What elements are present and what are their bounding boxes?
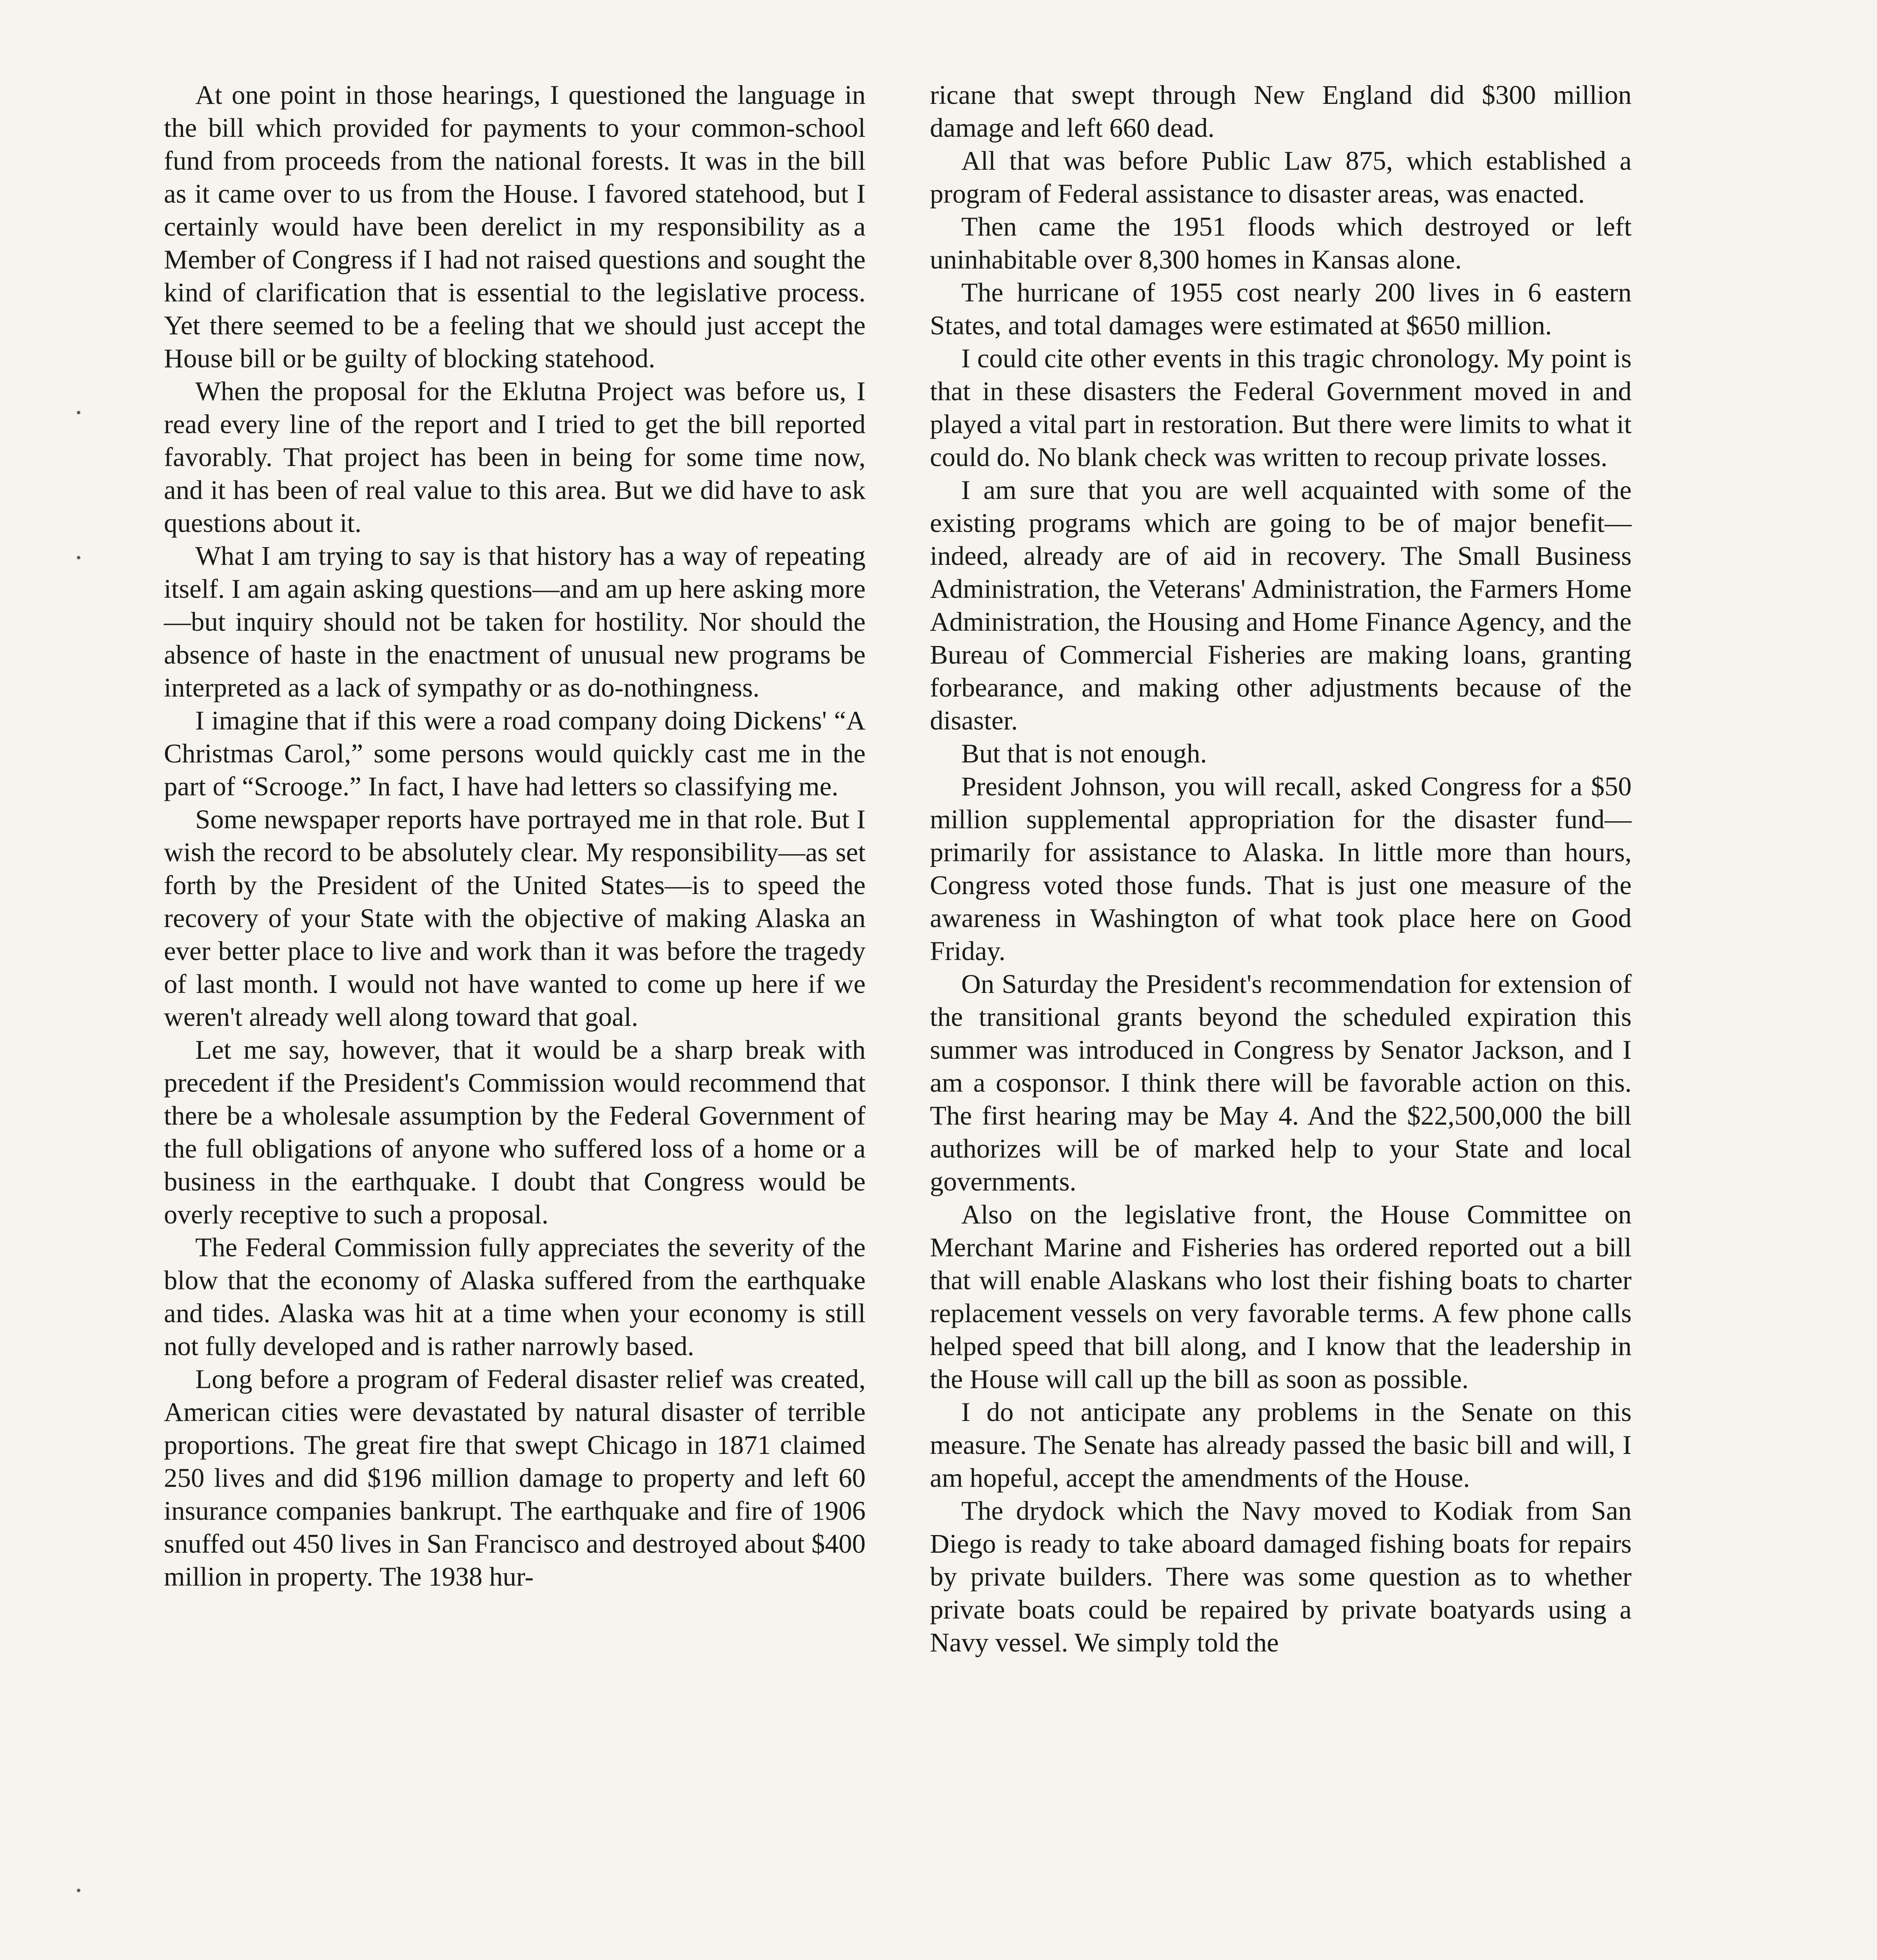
paragraph: Also on the legislative front, the House Committee on Merchant Marine and Fisheries has ordered reported out a bill that will enable Alaskans who lost their fishing boats to charter replacement vessels on very favorable terms. A few phone calls helped speed that bill along, and I know that the leadership in the House will call up the bill as soon as possible. [930,1200,1632,1394]
margin-mark [77,556,80,559]
paragraph: The drydock which the Navy moved to Kodiak from San Diego is ready to take aboard damaged fishing boats for repairs by private builders. There was some question as to whether private boats could be repaired by private boatyards using a Navy vessel. We simply told the [930,1496,1632,1657]
paragraph: I do not anticipate any problems in the Senate on this measure. The Senate has already passed the basic bill and will, I am hopeful, accept the amendments of the House. [930,1397,1632,1493]
right-column [930,78,1632,1960]
paragraph: The hurricane of 1955 cost nearly 200 lives in 6 eastern States, and total damages were estimated at $650 million. [930,278,1632,340]
paragraph: Long before a program of Federal disaster relief was created, American cities were devastated by natural disaster of terrible proportions. The great fire that swept Chicago in 1871 claimed 250 lives and did $196 million damage to property and left 60 insurance companies bankrupt. The earthquake and fire of 1906 snuffed out 450 lives in San Francisco and destroyed about $400 million in property. The 1938 hur- [164,1364,866,1592]
paragraph: I could cite other events in this tragic chronology. My point is that in these disasters the Federal Government moved in and played a vital part in restoration. But there were limits to what it could do. No blank check was written to recoup private losses. [930,343,1632,472]
paragraph: But that is not enough. [961,739,1207,768]
left-column [164,78,866,1960]
paragraph: I am sure that you are well acquainted with some of the existing programs which are going to be of major benefit—indeed, already are of aid in recovery. The Small Business Administration, the Veterans' Administration, the Farmers Home Administration, the Housing and Home Finance Agency, and the Bureau of Commercial Fisheries are making loans, granting forbearance, and making other adjustments because of the disaster. [930,475,1632,735]
paragraph: All that was before Public Law 875, which established a program of Federal assistance to disaster areas, was enacted. [930,146,1632,209]
paragraph: On Saturday the President's recommendation for extension of the transitional grants beyond the scheduled expiration this summer was introduced in Congress by Senator Jackson, and I am a cosponsor. I think there will be favorable action on this. The first hearing may be May 4. And the $22,500,000 the bill authorizes will be of marked help to your State and local governments. [930,969,1632,1196]
margin-mark [77,411,80,414]
paragraph: Then came the 1951 floods which destroyed or left uninhabitable over 8,300 homes in Kansas alone. [930,212,1632,274]
margin-mark [77,1889,80,1892]
paragraph: The Federal Commission fully appreciates the severity of the blow that the economy of Alaska suffered from the earthquake and tides. Alaska was hit at a time when your economy is still not fully developed and is rather narrowly based. [164,1232,866,1361]
paragraph: I imagine that if this were a road company doing Dickens' “A Christmas Carol,” some persons would quickly cast me in the part of “Scrooge.” In fact, I have had letters so classifying me. [164,706,866,801]
paragraph: President Johnson, you will recall, asked Congress for a $50 million supplemental appropriation for the disaster fund—primarily for assistance to Alaska. In little more than hours, Congress voted those funds. That is just one measure of the awareness in Washington of what took place here on Good Friday. [930,771,1632,966]
paragraph: At one point in those hearings, I questioned the language in the bill which provided for payments to your common-school fund from proceeds from the national forests. It was in the bill as it came over to us from the House. I favored statehood, but I certainly would have been derelict in my responsibility as a Member of Congress if I had not raised questions and sought the kind of clarification that is essential to the legislative process. Yet there seemed to be a feeling that we should just accept the House bill or be guilty of blocking statehood. [164,80,866,373]
paragraph: What I am trying to say is that history has a way of repeating itself. I am again asking questions—and am up here asking more—but inquiry should not be taken for hostility. Nor should the absence of haste in the enactment of unusual new programs be interpreted as a lack of sympathy or as do-nothingness. [164,541,866,702]
paragraph: Let me say, however, that it would be a sharp break with precedent if the President's Commission would recommend that there be a wholesale assumption by the Federal Government of the full obligations of anyone who suffered loss of a home or a business in the earthquake. I doubt that Congress would be overly receptive to such a proposal. [164,1035,866,1229]
paragraph: When the proposal for the Eklutna Project was before us, I read every line of the report and I tried to get the bill reported favorably. That project has been in being for some time now, and it has been of real value to this area. But we did have to ask questions about it. [164,376,866,538]
paragraph: Some newspaper reports have portrayed me in that role. But I wish the record to be absolutely clear. My responsibility—as set forth by the President of the United States—is to speed the recovery of your State with the objective of making Alaska an ever better place to live and work than it was before the tragedy of last month. I would not have wanted to come up here if we weren't already well along toward that goal. [164,804,866,1032]
paragraph-continuation: ricane that swept through New England did $300 million damage and left 660 dead. [930,80,1632,143]
